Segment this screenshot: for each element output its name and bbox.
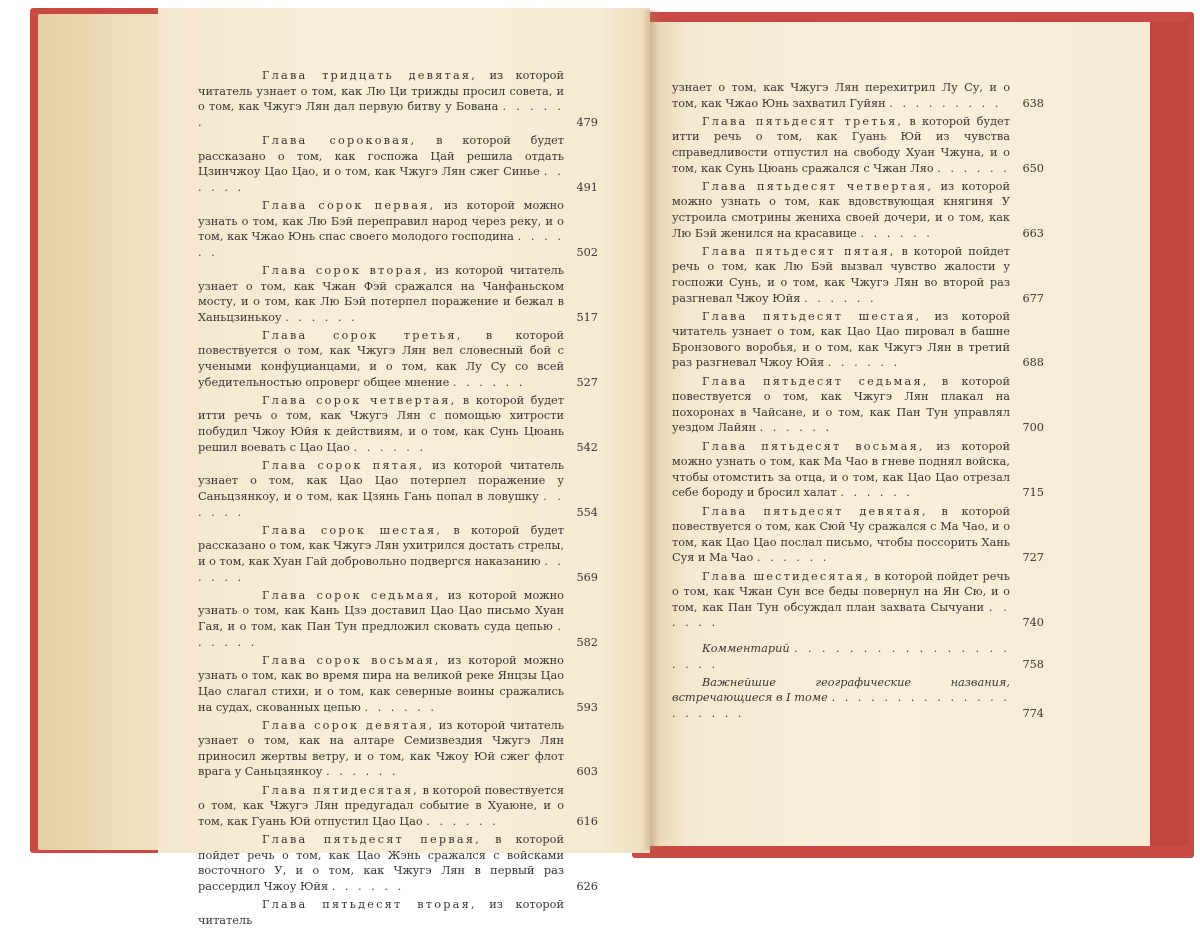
toc-entry — [198, 897, 598, 928]
chapter-heading: Глава пятьдесят первая, — [262, 833, 481, 847]
chapter-summary: из которой читатель узнает о том, как Цао Цао пировал в башне Бронзового воробья, и о том, как Чжугэ Лян в третий раз разгневал Чжоу Юйя — [672, 309, 1010, 370]
chapter-summary: из которой можно узнать о том, как вдовствующая княгиня У устроила смотрины жениха своей дочери, и о том, как Лю Бэй женился на красавице — [672, 179, 1011, 240]
page-number: 603 — [576, 765, 598, 779]
page-number: 616 — [576, 814, 598, 828]
chapter-heading: Глава пятьдесят шестая, — [702, 309, 922, 323]
chapter-summary: из которой можно узнать о том, как Ма Чао в гневе поднял войска, чтобы отомстить за отца, и о том, как Цао Цао отрезал себе бороду и бросил халат — [672, 439, 1011, 500]
chapter-summary: в которой будет рассказано о том, как Чжугэ Лян ухитрился достать стрелы, и о том, как Хуан Гай добровольно подвергся наказанию — [198, 523, 564, 568]
chapter-summary: узнает о том, как Чжугэ Лян перехитрил Лу Су, и о том, как Чжао Юнь захватил Гуйян — [672, 81, 1010, 110]
toc-entry: Глава пятьдесят шестая, из которой читатель узнает о том, как Цао Цао пировал в башне Бронзового воробья, и о том, как Чжугэ Лян в третий раз разгневал Чжоу Юйя . . . . . . 688 — [672, 309, 1044, 370]
page-number: 727 — [1022, 551, 1044, 565]
page-number: 517 — [576, 310, 598, 324]
chapter-summary: из которой читатель узнает о том, как Чжан Фэй сражался на Чанфаньском мосту, и о том, как Лю Бэй потерпел поражение и бежал в Ханьцзинькоу — [198, 263, 565, 324]
chapter-heading: Глава сороковая, — [262, 133, 417, 147]
chapter-summary: в которой будет итти речь о том, как Чжугэ Лян с помощью хитрости побудил Чжоу Юйя к действиям, и о том, как Сунь Цюань решил воевать с Цао Цао — [198, 393, 564, 454]
toc-entry: Глава пятидесятая, в которой повествуется о том, как Чжугэ Лян предугадал событие в Хуаюне, и о том, как Гуань Юй отпустил Цао Цао . . . . . . 616 — [198, 783, 598, 828]
toc-entry: Глава шестидесятая, в которой пойдет речь о том, как Чжан Сун все беды повернул на Ян Сю, и о том, как Пан Тун обсуждал план захвата Сычуани . . . . . . 740 — [672, 569, 1044, 630]
toc-entry: Глава сорок пятая, из которой читатель узнает о том, как Цао Цао потерпел поражение у Саньцзянкоу, и о том, как Цзянь Гань попал в ловушку . . . . . . 554 — [198, 458, 598, 519]
chapter-heading: Глава сорок вторая, — [262, 263, 429, 277]
toc-entry: Глава сорок шестая, в которой будет рассказано о том, как Чжугэ Лян ухитрился достать стрелы, и о том, как Хуан Гай добровольно подвергся наказанию . . . . . . 569 — [198, 523, 598, 584]
toc-entry: узнает о том, как Чжугэ Лян перехитрил Лу Су, и о том, как Чжао Юнь захватил Гуйян . . . . . . . . . 638 — [672, 81, 1044, 110]
page-number: 715 — [1022, 486, 1044, 500]
chapter-heading: Глава сорок пятая, — [262, 458, 425, 472]
chapter-heading: Глава пятьдесят пятая, — [702, 244, 896, 258]
chapter-heading: Глава пятьдесят девятая, — [702, 504, 928, 518]
chapter-heading: Глава пятьдесят четвертая, — [702, 179, 934, 193]
page-number: 542 — [576, 440, 598, 454]
toc-entry-commentary: Комментарий . . . . . . . . . . . . . . . . . . . . 758 — [672, 641, 1044, 671]
chapter-heading: Глава пятьдесят третья, — [702, 114, 904, 128]
chapter-heading: Глава сорок шестая, — [262, 523, 443, 537]
toc-entry: Глава сорок первая, из которой можно узнать о том, как Лю Бэй переправил народ через реку, и о том, как Чжао Юнь спас своего молодого господина . . . . . . 502 — [198, 198, 598, 259]
toc-entry: Глава сорок восьмая, из которой можно узнать о том, как во время пира на великой реке Янцзы Цао Цао слагал стихи, и о том, как северные воины сражались на судах, скованных цепью . . . . . . 593 — [198, 653, 598, 714]
toc-entry: Глава сорок вторая, из которой читатель узнает о том, как Чжан Фэй сражался на Чанфаньском мосту, и о том, как Лю Бэй потерпел поражение и бежал в Ханьцзинькоу . . . . . . 517 — [198, 263, 598, 324]
chapter-heading: Глава сорок восьмая, — [262, 653, 441, 667]
page-number: 502 — [576, 245, 598, 259]
page-number: 758 — [1022, 657, 1044, 671]
book-cover-edge — [1150, 22, 1188, 846]
page-number: 688 — [1022, 356, 1044, 370]
geography-label: Важнейшие географические названия, встречающиеся в I томе — [672, 675, 1010, 705]
chapter-heading: Глава сорок первая, — [262, 198, 436, 212]
page-number: 569 — [576, 570, 598, 584]
chapter-summary: в которой повествуется о том, как Чжугэ Лян предугадал событие в Хуаюне, и о том, как Гуань Юй отпустил Цао Цао — [198, 783, 564, 828]
page-number: 663 — [1022, 226, 1044, 240]
page-number: 527 — [576, 375, 598, 389]
chapter-heading: Глава сорок седьмая, — [262, 588, 441, 602]
toc-entry-geography: Важнейшие географические названия, встречающиеся в I томе . . . . . . . . . . . . . . . . . . . . 774 — [672, 675, 1044, 720]
toc-right — [672, 80, 1044, 724]
toc-entry: Глава пятьдесят первая, в которой пойдет речь о том, как Цао Жэнь сражался с войсками восточного У, и о том, как Чжугэ Лян в первый раз рассердил Чжоу Юйя . . . . . . 626 — [198, 833, 598, 893]
page-number: 740 — [1022, 616, 1044, 630]
toc-entry: Глава сорок девятая, из которой читатель узнает о том, как на алтаре Семизвездия Чжугэ Лян приносил жертвы ветру, и о том, как Чжоу Юй сжег флот врага у Саньцзянкоу . . . . . . 603 — [198, 718, 598, 779]
toc-entry: Глава пятьдесят третья, в которой будет итти речь о том, как Гуань Юй из чувства справедливости отпустил на свободу Хуан Чжуна, и о том, как Сунь Цюань сражался с Чжан Ляо . . . . . . 650 — [672, 114, 1044, 175]
chapter-summary: из которой читатель узнает о том, как Лю Ци трижды просил совета, и о том, как Чжугэ Лян дал первую битву у Бована — [198, 69, 565, 114]
toc-entry: Глава пятьдесят восьмая, из которой можно узнать о том, как Ма Чао в гневе поднял войска, чтобы отомстить за отца, и о том, как Цао Цао отрезал себе бороду и бросил халат . . . . . . 715 — [672, 439, 1044, 500]
toc-entry: Глава пятьдесят четвертая, из которой можно узнать о том, как вдовствующая княгиня У устроила смотрины жениха своей дочери, и о том, как Лю Бэй женился на красавице . . . . . . 663 — [672, 179, 1044, 240]
chapter-summary: в которой повествуется о том, как Чжугэ Лян плакал на похоронах в Чайсане, и о том, как Пан Тун управлял уездом Лайян — [672, 374, 1011, 435]
toc-entry: Глава пятьдесят девятая, в которой повествуется о том, как Сюй Чу сражался с Ма Чао, и о том, как Цао Цао послал письмо, чтобы поссорить Хань Суя и Ма Чао . . . . . . 727 — [672, 504, 1044, 565]
page-number: 479 — [576, 115, 598, 129]
chapter-heading: Глава пятьдесят вторая, — [262, 898, 477, 911]
chapter-heading: Глава сорок третья, — [262, 328, 463, 342]
chapter-summary: из которой читатель узнает о том, как Цао Цао потерпел поражение у Саньцзянкоу, и о том, как Цзянь Гань попал в ловушку — [198, 458, 565, 503]
chapter-heading: Глава шестидесятая, — [702, 569, 871, 583]
page-number: 626 — [576, 879, 598, 893]
chapter-heading: Глава сорок девятая, — [262, 718, 435, 732]
chapter-heading: Глава пятидесятая, — [262, 783, 419, 797]
page-number: 582 — [576, 635, 598, 649]
chapter-summary: в которой пойдет речь о том, как Лю Бэй вызвал чувство жалости у госпожи Сунь, и о том, как Чжугэ Лян во второй раз разгневал Чжоу Юйя — [672, 244, 1010, 305]
book-gutter — [642, 10, 660, 850]
chapter-heading: Глава тридцать девятая, — [262, 69, 478, 82]
page-number: 774 — [1022, 706, 1044, 720]
commentary-label: Комментарий — [702, 641, 790, 655]
chapter-summary: в которой повествуется о том, как Чжугэ Лян вел словесный бой с учеными конфуцианцами, и о том, как Лу Су со всей убедительностью опроверг общее мнение — [198, 328, 564, 389]
chapter-summary: в которой повествуется о том, как Сюй Чу сражался с Ма Чао, и о том, как Цао Цао послал письмо, чтобы поссорить Хань Суя и Ма Чао — [672, 504, 1011, 565]
chapter-summary: из которой можно узнать о том, как Кань Цзэ доставил Цао Цао письмо Хуан Гая, и о том, как Пан Тун предложил сковать суда цепью — [198, 588, 564, 633]
toc-entry: Глава сорок четвертая, в которой будет итти речь о том, как Чжугэ Лян с помощью хитрости побудил Чжоу Юйя к действиям, и о том, как Сунь Цюань решил воевать с Цао Цао . . . . . . 542 — [198, 393, 598, 454]
page-number: 491 — [576, 180, 598, 194]
page-number: 677 — [1022, 291, 1044, 305]
toc-entry: Глава сорок седьмая, из которой можно узнать о том, как Кань Цзэ доставил Цао Цао письмо Хуан Гая, и о том, как Пан Тун предложил сковать суда цепью . . . . . . 582 — [198, 588, 598, 649]
toc-left — [198, 68, 598, 931]
page-number: 700 — [1022, 421, 1044, 435]
chapter-summary: в которой пойдет речь о том, как Цао Жэнь сражался с войсками восточного У, и о том, как Чжугэ Лян в первый раз рассердил Чжоу Юйя — [198, 833, 564, 893]
toc-entry: Глава пятьдесят седьмая, в которой повествуется о том, как Чжугэ Лян плакал на похоронах в Чайсане, и о том, как Пан Тун управлял уездом Лайян . . . . . . 700 — [672, 374, 1044, 435]
chapter-summary: из которой можно узнать о том, как во время пира на великой реке Янцзы Цао Цао слагал стихи, и о том, как северные воины сражались на судах, скованных цепью — [198, 653, 564, 714]
page-number: 650 — [1022, 161, 1044, 175]
chapter-heading: Глава пятьдесят седьмая, — [702, 374, 929, 388]
chapter-summary: из которой читатель — [198, 898, 564, 927]
page-number: 638 — [1022, 96, 1044, 110]
chapter-heading: Глава сорок четвертая, — [262, 393, 457, 407]
chapter-summary: из которой читатель узнает о том, как на алтаре Семизвездия Чжугэ Лян приносил жертвы ветру, и о том, как Чжоу Юй сжег флот врага у Саньцзянкоу — [198, 718, 565, 779]
toc-entry: Глава сороковая, в которой будет рассказано о том, как госпожа Цай решила отдать Цзинчжоу Цао Цао, и о том, как Чжугэ Лян сжег Синье . . . . . . 491 — [198, 133, 598, 194]
chapter-heading: Глава пятьдесят восьмая, — [702, 439, 925, 453]
toc-entry: Глава тридцать девятая, из которой читатель узнает о том, как Лю Ци трижды просил совета, и о том, как Чжугэ Лян дал первую битву у Бована . . . . . . 479 — [198, 69, 598, 129]
page-number: 554 — [576, 505, 598, 519]
toc-entry: Глава сорок третья, в которой повествуется о том, как Чжугэ Лян вел словесный бой с учеными конфуцианцами, и о том, как Лу Су со всей убедительностью опроверг общее мнение . . . . . . 527 — [198, 328, 598, 389]
toc-entry: Глава пятьдесят пятая, в которой пойдет речь о том, как Лю Бэй вызвал чувство жалости у госпожи Сунь, и о том, как Чжугэ Лян во второй раз разгневал Чжоу Юйя . . . . . . 677 — [672, 244, 1044, 305]
chapter-summary: из которой можно узнать о том, как Лю Бэй переправил народ через реку, и о том, как Чжао Юнь спас своего молодого господина — [198, 198, 564, 244]
chapter-summary: в которой будет рассказано о том, как госпожа Цай решила отдать Цзинчжоу Цао Цао, и о том, как Чжугэ Лян сжег Синье — [198, 133, 564, 179]
page-number: 593 — [576, 700, 598, 714]
chapter-summary: в которой пойдет речь о том, как Чжан Сун все беды повернул на Ян Сю, и о том, как Пан Тун обсуждал план захвата Сычуани — [672, 569, 1011, 614]
page-stack-edge — [38, 14, 168, 850]
chapter-summary: в которой будет итти речь о том, как Гуань Юй из чувства справедливости отпустил на свободу Хуан Чжуна, и о том, как Сунь Цюань сражался с Чжан Ляо — [672, 114, 1010, 175]
